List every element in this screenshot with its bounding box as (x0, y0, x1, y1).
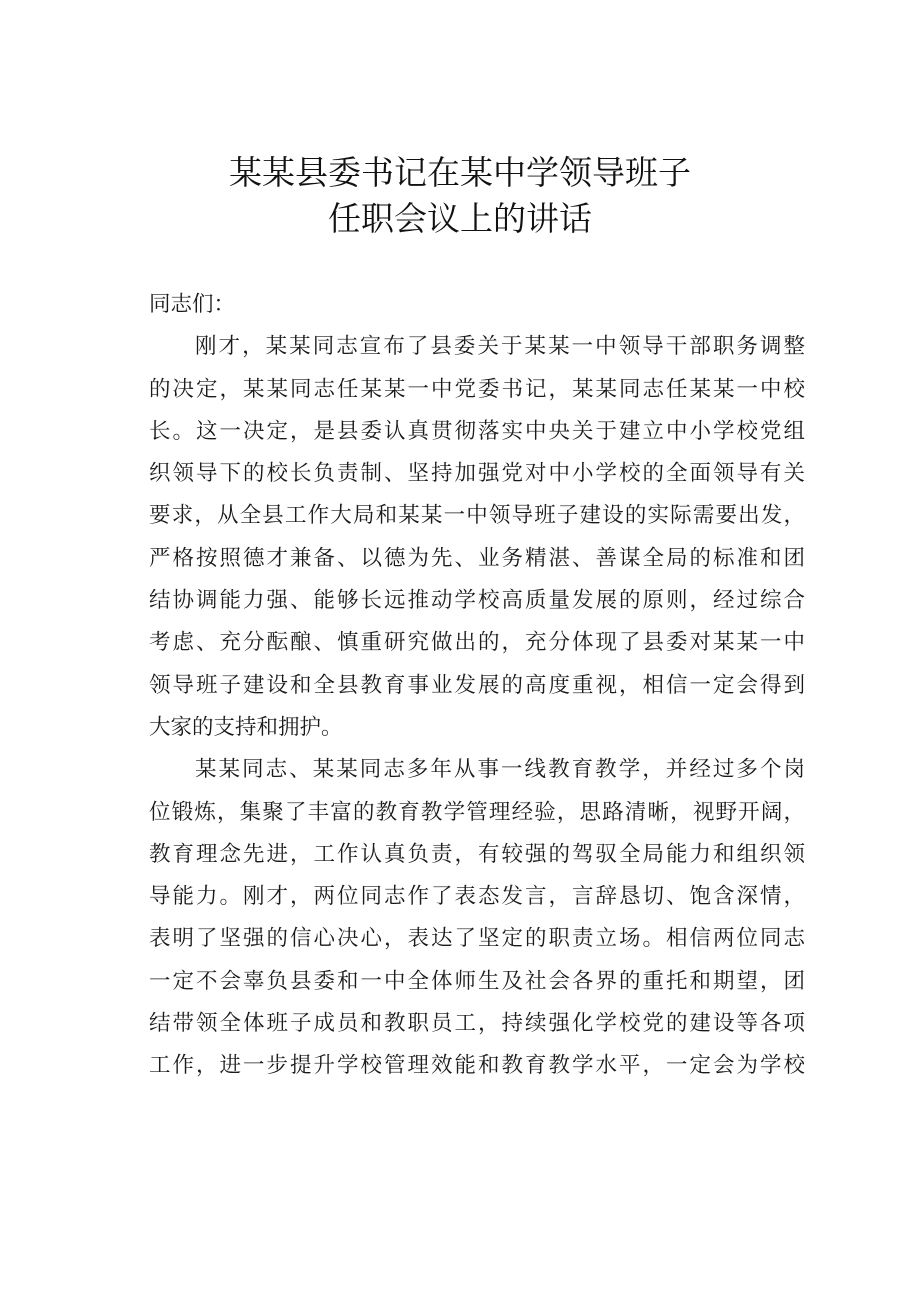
paragraph-line: 某某同志、某某同志多年从事一线教育教学，并经过多个岗 (195, 757, 805, 783)
paragraph-line: 位锻炼，集聚了丰富的教育教学管理经验，思路清晰，视野开阔， (149, 799, 805, 825)
document-body (149, 284, 805, 1088)
paragraph-line: 的决定，某某同志任某某一中党委书记，某某同志任某某一中校 (149, 376, 805, 402)
title-line-2: 任职会议上的讲话 (328, 199, 592, 238)
paragraph-line: 要求，从全县工作大局和某某一中领导班子建设的实际需要出发， (149, 503, 805, 529)
paragraph-line: 工作，进一步提升学校管理效能和教育教学水平，一定会为学校 (149, 1053, 805, 1079)
paragraph-line: 考虑、充分酝酿、慎重研究做出的，充分体现了县委对某某一中 (149, 630, 805, 656)
paragraph-line: 领导班子建设和全县教育事业发展的高度重视，相信一定会得到 (149, 672, 805, 698)
paragraph-line: 严格按照德才兼备、以德为先、业务精湛、善谋全局的标准和团 (149, 545, 805, 571)
paragraph-line: 一定不会辜负县委和一中全体师生及社会各界的重托和期望，团 (149, 968, 805, 994)
paragraph-line: 导能力。刚才，两位同志作了表态发言，言辞恳切、饱含深情， (149, 884, 805, 910)
paragraph-line: 大家的支持和拥护。 (149, 714, 343, 740)
paragraph-line: 结协调能力强、能够长远推动学校高质量发展的原则，经过综合 (149, 588, 805, 614)
paragraph-line: 结带领全体班子成员和教职员工，持续强化学校党的建设等各项 (149, 1011, 805, 1037)
paragraph-2 (149, 749, 805, 1087)
paragraph-line: 教育理念先进，工作认真负责，有较强的驾驭全局能力和组织领 (149, 841, 805, 867)
salutation: 同志们： (149, 292, 236, 317)
title-line-1: 某某县委书记在某中学领导班子 (229, 153, 691, 192)
paragraph-line: 长。这一决定，是县委认真贯彻落实中央关于建立中小学校党组 (149, 418, 805, 444)
paragraph-line: 织领导下的校长负责制、坚持加强党对中小学校的全面领导有关 (149, 461, 805, 487)
document-title (0, 150, 920, 242)
paragraph-1 (149, 326, 805, 749)
paragraph-line: 刚才，某某同志宣布了县委关于某某一中领导干部职务调整 (195, 334, 805, 360)
paragraph-line: 表明了坚强的信心决心，表达了坚定的职责立场。相信两位同志 (149, 926, 805, 952)
